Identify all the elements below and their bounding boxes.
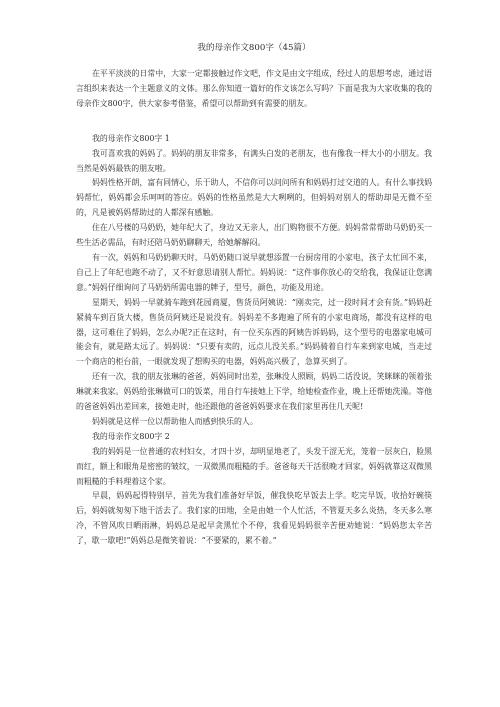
paragraph: 住在八号楼的马奶奶，她年纪大了，身边又无亲人，出门购物很不方便。妈妈常常帮助马奶奶买一些生活必需品，有时还陪马奶奶聊聊天，给她解解闷。 [76, 223, 432, 248]
paragraph: 妈妈就是这样一位以帮助他人而感到快乐的人。 [92, 416, 258, 426]
section-heading: 我的母亲作文800字 2 [92, 431, 170, 441]
document-title: 我的母亲作文800字（45篇） [197, 43, 311, 53]
paragraph: 早晨，妈妈起得特别早，首先为我们准备好早饭，催我快吃早饭去上学。吃完早饭，收拾好碗筷后，妈妈就匆匆下地干活去了。我们家的田地，全是由她一个人忙活，不管夏天多么炎热，冬天多么寒冷，不管风吹日晒雨淋，妈妈总是起早贪黑忙个不停，我看见妈妈很辛苦便劝她说：“妈妈您太辛苦了，歇一歇吧!”妈妈总是微笑着说：“不要紧的，累不着。” [76, 491, 432, 546]
essay-section-2 [76, 430, 432, 549]
section-heading: 我的母亲作文800字 1 [92, 133, 170, 143]
intro-paragraph: 在平平淡淡的日常中，大家一定都接触过作文吧，作文是由文字组成，经过人的思想考虑，通过语言组织来表达一个主题意义的文体。那么你知道一篇好的作文该怎么写吗？下面是我为大家收集的我的母亲作文800字，供大家参考借鉴，希望可以帮助到有需要的朋友。 [76, 69, 432, 108]
document-page [76, 42, 432, 549]
paragraph: 我的妈妈是一位普通的农村妇女，才四十岁，却明显地老了，头发干涩无光，笼着一层灰白，脸黑而红，额上和眼角是密密的皱纹，一双微黑而粗糙的手。爸爸每天干活很晚才回家，妈妈就靠这双微黑而粗糙的手料理着这个家。 [76, 446, 432, 486]
paragraph: 星期天，妈妈一早就骑车跑到花园商厦，售货员阿姨说：“刚卖完，过一段时间才会有货。”妈妈赶紧骑车到百货大楼，售货员阿姨还是说没有。妈妈差不多跑遍了所有的小家电商场，都没有这样的电器，这可难住了妈妈，怎么办呢?正在这时，有一位买东西的阿姨告诉妈妈，这个型号的电器家电城可能会有，就是路太远了。妈妈说：“只要有卖的，远点儿没关系。”妈妈骑着自行车来到家电城，当走过一个商店的柜台前，一眼就发现了想购买的电器，妈妈高兴极了，急算买到了。 [76, 297, 432, 367]
paragraph: 有一次，妈妈和马奶奶聊天时，马奶奶随口说早就想添置一台厨房用的小家电，孩子太忙回不来，自己上了年纪也跑不动了，又不好意思请别人帮忙。妈妈说：“这件事你放心的交给我，我保证让您满意。”妈妈仔细询问了马奶奶所需电器的牌子，型号，颜色，功能及用途。 [76, 252, 432, 292]
paragraph: 妈妈性格开朗，富有同情心，乐于助人，不信你可以问问所有和妈妈打过交道的人。有什么事找妈妈帮忙，妈妈都会乐呵呵的答应。妈妈的性格虽然是大大咧咧的，但妈妈对别人的帮助却是无微不至的，凡是被妈妈帮助过的人都深有感触。 [76, 178, 432, 218]
essay-section-1 [76, 132, 432, 430]
paragraph: 还有一次，我的朋友张琳的爸爸，妈妈同时出差，张琳没人照顾，妈妈二话没说，笑眯眯的领着张琳就来我家。妈妈给张琳做可口的饭菜，用自行车接她上下学，给她检查作业，晚上还帮她洗澡。等他的爸爸妈妈出差回来，接她走时，他还跟他的爸爸妈妈要求在我们家里再住几天呢! [76, 372, 432, 412]
paragraph: 我可喜欢我的妈妈了。妈妈的朋友非常多，有满头白发的老朋友，也有像我一样大小的小朋友。我当然是妈妈最铁的朋友啦。 [76, 148, 432, 173]
